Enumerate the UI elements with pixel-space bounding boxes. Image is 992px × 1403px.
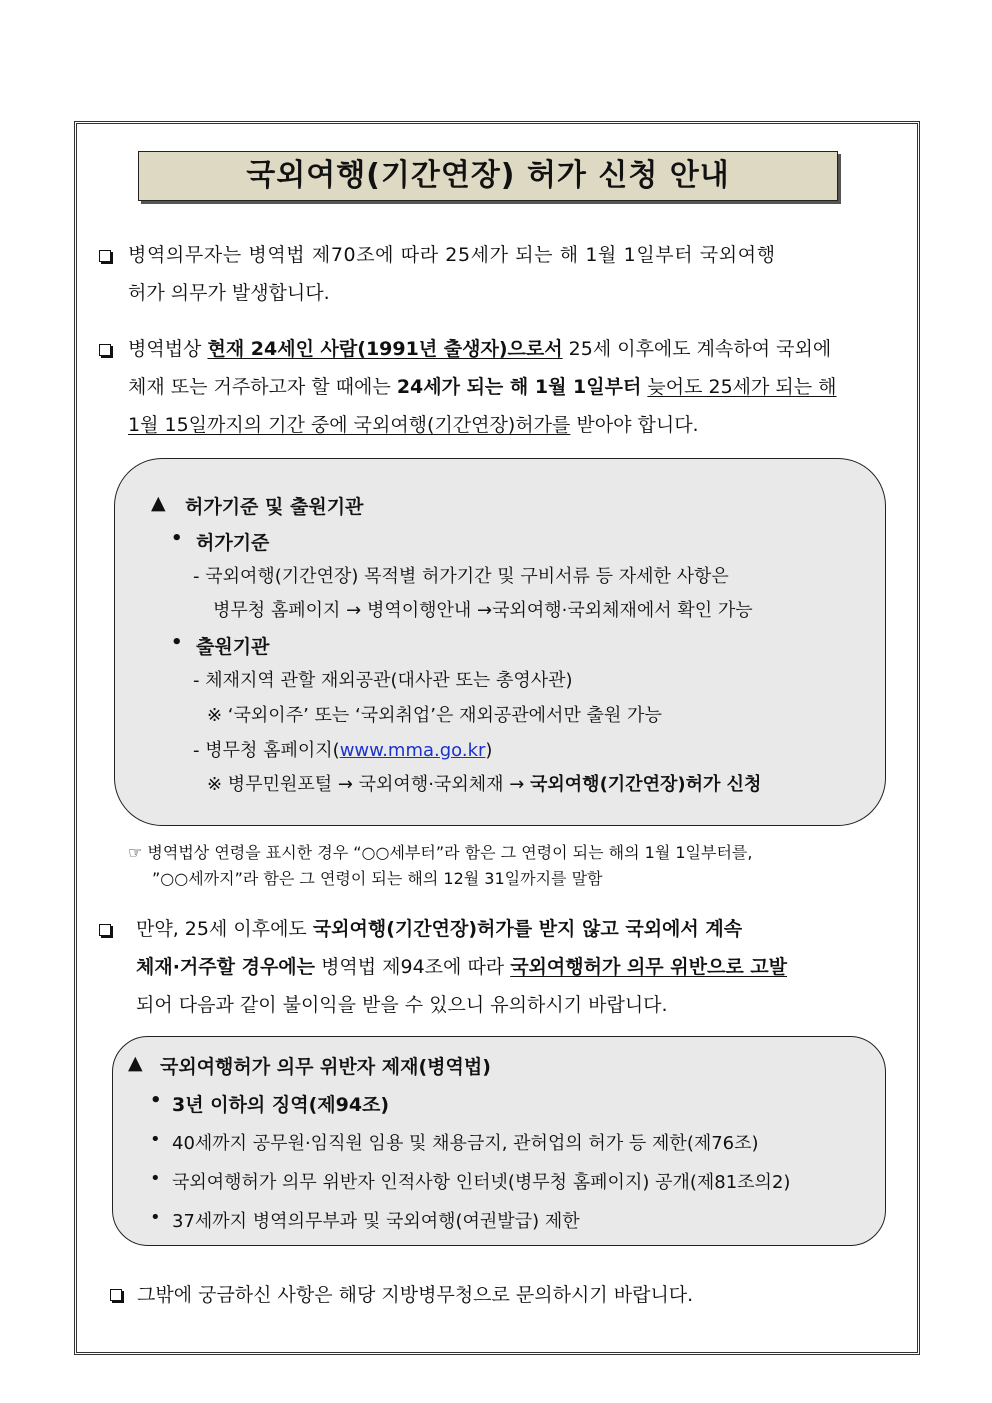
sanction-item: 3년 이하의 징역(제94조) xyxy=(172,1094,390,1116)
emphasis-current-age: 현재 24세인 사람(1991년 출생자)으로서 xyxy=(207,338,563,360)
paragraph-violation-warning: 만약, 25세 이후에도 국외여행(기간연장)허가를 받지 않고 국외에서 계속 체재·거주할 경우에는 병역법 제94조에 따라 국외여행허가 의무 위반으로 고발 되어 다음과 같이 불이익을 받을 수 있으니 유의하시기 바랍니다. xyxy=(136,918,788,1016)
age-definition-note: ☞ 병역법상 연령을 표시한 경우 “○○세부터”라 함은 그 연령이 되는 해의 1월 1일부터를, ”○○세까지”라 함은 그 연령이 되는 해의 12월 31일까지를 말함 xyxy=(128,843,753,888)
criteria-line-2: 병무청 홈페이지 → 병역이행안내 →국외여행·국외체재에서 확인 가능 xyxy=(213,600,753,621)
bullet-dot-icon: • xyxy=(150,1207,161,1228)
office-line-3: - 병무청 홈페이지(www.mma.go.kr) xyxy=(193,740,493,761)
sanction-item: 국외여행허가 의무 위반자 인적사항 인터넷(병무청 홈페이지) 공개(제81조의2) xyxy=(172,1172,791,1193)
bullet-dot-icon: • xyxy=(150,1129,161,1150)
triangle-icon: ▲ xyxy=(151,492,166,514)
sanction-item: 40세까지 공무원·임직원 임용 및 채용금지, 관허업의 허가 등 제한(제76조) xyxy=(172,1133,759,1154)
office-line-1: - 체재지역 관할 재외공관(대사관 또는 총영사관) xyxy=(193,670,573,691)
emphasis-start-date: 24세가 되는 해 1월 1일부터 xyxy=(396,376,642,398)
triangle-icon: ▲ xyxy=(128,1052,143,1074)
office-label: 출원기관 xyxy=(196,636,270,658)
criteria-label: 허가기준 xyxy=(196,532,270,554)
square-bullet-icon xyxy=(99,344,111,356)
paragraph-obligation: 병역의무자는 병역법 제70조에 따라 25세가 되는 해 1월 1일부터 국외여행 허가 의무가 발생합니다. xyxy=(128,244,776,304)
bullet-dot-icon: • xyxy=(171,528,183,549)
bullet-dot-icon: • xyxy=(150,1090,162,1111)
criteria-box-heading: 허가기준 및 출원기관 xyxy=(185,496,364,518)
sanctions-box-heading: 국외여행허가 의무 위반자 제재(병역법) xyxy=(160,1056,491,1078)
emphasis-violation: 국외여행허가 의무 위반으로 고발 xyxy=(510,956,788,978)
office-line-2: ※ ‘국외이주’ 또는 ‘국외취업’은 재외공관에서만 출원 가능 xyxy=(207,705,662,726)
sanction-item: 37세까지 병역의무부과 및 국외여행(여권발급) 제한 xyxy=(172,1211,580,1232)
paragraph-application-period: 병역법상 현재 24세인 사람(1991년 출생자)으로서 25세 이후에도 계속하여 국외에 체재 또는 거주하고자 할 때에는 24세가 되는 해 1월 1일부터 늦어도 25세가 되는 해 1월 15일까지의 기간 중에 국외여행(기간연장)허가를 받아야 합니다. xyxy=(128,338,837,436)
square-bullet-icon xyxy=(99,924,111,936)
emphasis-deadline: 1월 15일까지의 기간 중에 국외여행(기간연장)허가를 xyxy=(128,414,571,436)
square-bullet-icon xyxy=(110,1289,122,1301)
square-bullet-icon xyxy=(99,250,111,262)
office-line-4: ※ 병무민원포털 → 국외여행·국외체재 → 국외여행(기간연장)허가 신청 xyxy=(207,774,762,795)
paragraph-contact: 그밖에 궁금하신 사항은 해당 지방병무청으로 문의하시기 바랍니다. xyxy=(137,1284,694,1306)
criteria-line-1: - 국외여행(기간연장) 목적별 허가기간 및 구비서류 등 자세한 사항은 xyxy=(193,566,729,587)
page-title: 국외여행(기간연장) 허가 신청 안내 xyxy=(138,151,838,201)
bullet-dot-icon: • xyxy=(150,1168,161,1189)
mma-website-link[interactable]: www.mma.go.kr xyxy=(339,740,486,761)
bullet-dot-icon: • xyxy=(171,632,183,653)
